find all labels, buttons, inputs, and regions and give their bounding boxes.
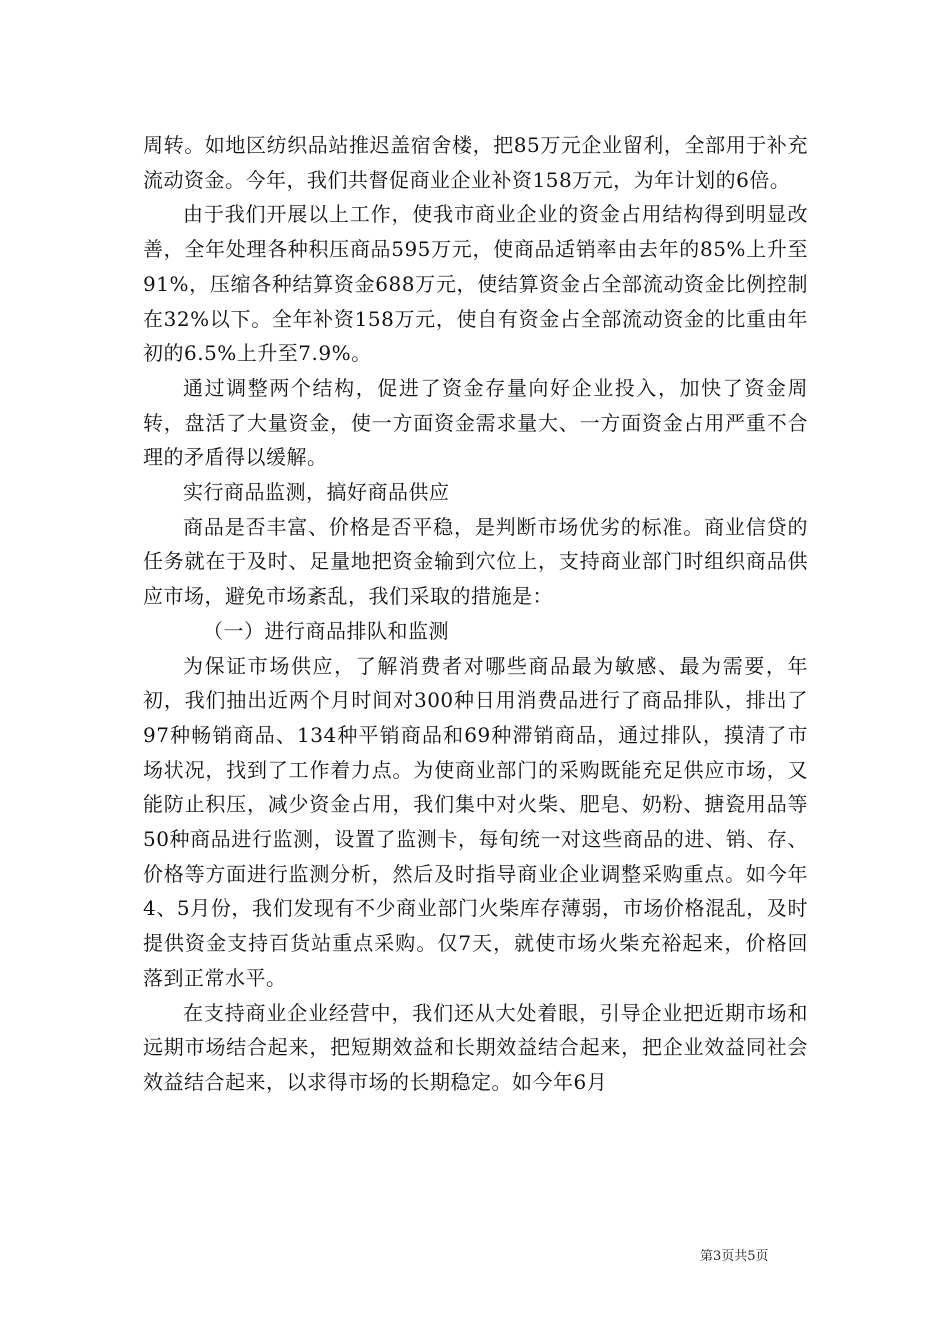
section-heading: 实行商品监测，搞好商品供应: [183, 480, 450, 505]
document-page: [143, 128, 808, 1100]
paragraph-6: 在支持商业企业经营中，我们还从大处着眼，引导企业把近期市场和远期市场结合起来，把短期效益和长期效益结合起来，把企业效益同社会效益结合起来，以求得市场的长期稳定。如今年6月: [143, 1000, 808, 1094]
page-number-footer: 第3页共5页: [700, 1249, 769, 1264]
paragraph-3: 通过调整两个结构，促进了资金存量向好企业投入，加快了资金周转，盘活了大量资金，使一方面资金需求量大、一方面资金占用严重不合理的矛盾得以缓解。: [143, 375, 808, 470]
paragraph-1: 周转。如地区纺织品站推迟盖宿舍楼，把85万元企业留利，全部用于补充流动资金。今年，我们共督促商业企业补资158万元，为年计划的6倍。: [143, 133, 808, 192]
paragraph-2: 由于我们开展以上工作，使我市商业企业的资金占用结构得到明显改善，全年处理各种积压商品595万元，使商品适销率由去年的85%上升至91%，压缩各种结算资金688万元，使结算资金占全部流动资金比例控制在32%以下。全年补资158万元，使自有资金占全部流动资金的比重由年初的6.5%上升至7.9%。: [143, 202, 808, 366]
paragraph-5: 为保证市场供应，了解消费者对哪些商品最为敏感、最为需要，年初，我们抽出近两个月时间对300种日用消费品进行了商品排队，排出了97种畅销商品、134种平销商品和69种滞销商品，通过排队，摸清了市场状况，找到了工作着力点。为使商业部门的采购既能充足供应市场，又能防止积压，减少资金占用，我们集中对火柴、肥皂、奶粉、搪瓷用品等50种商品进行监测，设置了监测卡，每旬统一对这些商品的进、销、存、价格等方面进行监测分析，然后及时指导商业企业调整采购重点。如今年4、5月份，我们发现有不少商业部门火柴库存薄弱，市场价格混乱，及时提供资金支持百货站重点采购。仅7天，就使市场火柴充裕起来，价格回落到正常水平。: [143, 653, 808, 990]
subsection-heading: （一）进行商品排队和监测: [203, 618, 449, 643]
paragraph-4: 商品是否丰富、价格是否平稳，是判断市场优劣的标准。商业信贷的任务就在于及时、足量地把资金输到穴位上，支持商业部门时组织商品供应市场，避免市场紊乱，我们采取的措施是：: [143, 514, 808, 609]
